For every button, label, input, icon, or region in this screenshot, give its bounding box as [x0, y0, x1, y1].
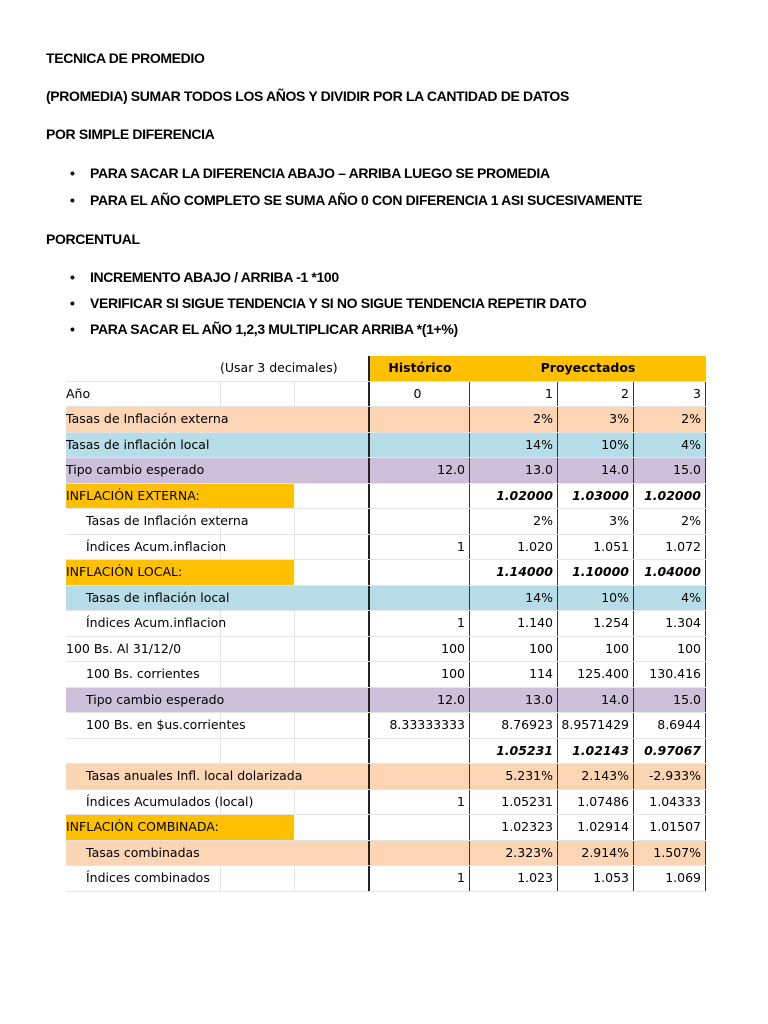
value-cell: 1	[368, 535, 470, 560]
table-row	[66, 688, 706, 714]
value-cell: 2	[558, 382, 634, 407]
table-row	[66, 535, 706, 561]
list-item	[70, 295, 586, 311]
value-cell: 1.03000	[558, 484, 634, 509]
historico-header: Histórico	[368, 356, 470, 381]
value-cell: 125.400	[558, 662, 634, 687]
value-cell: 2%	[470, 509, 558, 534]
value-cell: 2%	[470, 407, 558, 432]
value-cell: 1.05231	[470, 739, 558, 764]
table-row	[66, 764, 706, 790]
table-row	[66, 790, 706, 816]
row-label: Tasas combinadas	[86, 844, 200, 860]
value-cell: 2.143%	[558, 764, 634, 789]
bullet-icon: •	[70, 192, 75, 208]
value-cell: 0.97067	[634, 739, 706, 764]
value-cell: 13.0	[470, 458, 558, 483]
value-cell: 1.304	[634, 611, 706, 636]
row-label: Tipo cambio esperado	[66, 462, 205, 477]
value-cell	[368, 815, 470, 840]
table-row	[66, 433, 706, 459]
row-label: Tasas de inflación local	[66, 436, 210, 452]
table-row	[66, 509, 706, 535]
value-cell: 1.07486	[558, 790, 634, 815]
value-cell: 100	[558, 637, 634, 662]
value-cell: 1.04000	[634, 560, 706, 585]
spreadsheet-image	[66, 356, 706, 892]
value-cell: 100	[368, 662, 470, 687]
value-cell: 100	[368, 637, 470, 662]
row-label: Tasas anuales Infl. local dolarizada	[86, 768, 303, 783]
value-cell: 3	[634, 382, 706, 407]
value-cell	[368, 764, 470, 789]
value-cell: 14.0	[558, 458, 634, 483]
value-cell: 8.6944	[634, 713, 706, 738]
value-cell: 4%	[634, 433, 706, 458]
value-cell	[368, 586, 470, 611]
table-row	[66, 560, 706, 586]
value-cell: 1.02143	[558, 739, 634, 764]
list-item-text: PARA EL AÑO COMPLETO SE SUMA AÑO 0 CON DIFERENCIA 1 ASI SUCESIVAMENTE	[90, 192, 642, 208]
value-cell: 2.914%	[558, 841, 634, 866]
heading: TECNICA DE PROMEDIO	[46, 50, 205, 66]
value-cell: 2.323%	[470, 841, 558, 866]
list-item-text: PARA SACAR EL AÑO 1,2,3 MULTIPLICAR ARRIBA *(1+%)	[90, 321, 458, 337]
value-cell: 1.02000	[470, 484, 558, 509]
row-label: Tasas de inflación local	[86, 589, 230, 605]
row-label: Tasas de Inflación externa	[86, 513, 249, 528]
value-cell: 1.02000	[634, 484, 706, 509]
value-cell	[368, 739, 470, 764]
value-cell: 1.072	[634, 535, 706, 560]
row-label: Año	[66, 385, 91, 401]
value-cell: -2.933%	[634, 764, 706, 789]
value-cell: 1	[368, 866, 470, 891]
value-cell: 5.231%	[470, 764, 558, 789]
row-label: INFLACIÓN EXTERNA:	[66, 487, 200, 503]
value-cell	[368, 509, 470, 534]
row-label: INFLACIÓN COMBINADA:	[66, 819, 219, 834]
table-row	[66, 841, 706, 867]
value-cell: 1	[368, 611, 470, 636]
bullet-icon: •	[70, 269, 75, 285]
value-cell	[368, 841, 470, 866]
row-label: Tasas de Inflación externa	[66, 411, 229, 426]
row-label: 100 Bs. Al 31/12/0	[66, 640, 182, 656]
value-cell	[368, 433, 470, 458]
row-label: Tipo cambio esperado	[86, 691, 225, 707]
table-row	[66, 586, 706, 612]
list-item	[70, 269, 339, 285]
value-cell: 1.140	[470, 611, 558, 636]
value-cell: 1.14000	[470, 560, 558, 585]
value-cell: 1.023	[470, 866, 558, 891]
value-cell	[368, 560, 470, 585]
value-cell	[368, 484, 470, 509]
bullet-icon: •	[70, 321, 75, 337]
table-row	[66, 866, 706, 892]
list-item-text: VERIFICAR SI SIGUE TENDENCIA Y SI NO SIGUE TENDENCIA REPETIR DATO	[90, 295, 587, 311]
table-row	[66, 739, 706, 765]
table-row	[66, 611, 706, 637]
value-cell: 1.254	[558, 611, 634, 636]
value-cell: 1.507%	[634, 841, 706, 866]
value-cell: 12.0	[368, 458, 470, 483]
note-label: (Usar 3 decimales)	[220, 360, 338, 375]
value-cell: 114	[470, 662, 558, 687]
value-cell: 2%	[634, 407, 706, 432]
value-cell: 0	[368, 382, 470, 407]
row-label: Índices combinados	[86, 870, 210, 885]
value-cell: 1	[470, 382, 558, 407]
value-cell: 100	[634, 637, 706, 662]
value-cell: 14%	[470, 586, 558, 611]
value-cell: 12.0	[368, 688, 470, 713]
value-cell: 100	[470, 637, 558, 662]
proyectados-header: Proyecctados	[470, 356, 706, 381]
list-item	[70, 165, 550, 181]
value-cell	[368, 407, 470, 432]
porcentual-title: PORCENTUAL	[46, 231, 140, 247]
value-cell: 1.02914	[558, 815, 634, 840]
value-cell: 1.01507	[634, 815, 706, 840]
table-row	[66, 407, 706, 433]
value-cell: 8.76923	[470, 713, 558, 738]
row-label: Índices Acum.inflacion	[86, 615, 227, 630]
bullet-icon: •	[70, 165, 75, 181]
value-cell: 4%	[634, 586, 706, 611]
value-cell: 8.9571429	[558, 713, 634, 738]
table-row	[66, 637, 706, 663]
row-label	[66, 739, 368, 764]
value-cell: 2%	[634, 509, 706, 534]
table-row	[66, 458, 706, 484]
simple-title: POR SIMPLE DIFERENCIA	[46, 126, 215, 142]
row-label: 100 Bs. en $us.corrientes	[86, 717, 246, 732]
table-row	[66, 662, 706, 688]
table-row	[66, 382, 706, 408]
list-item-text: INCREMENTO ABAJO / ARRIBA -1 *100	[90, 269, 339, 285]
row-label: 100 Bs. corrientes	[86, 666, 200, 681]
value-cell: 1.020	[470, 535, 558, 560]
value-cell: 3%	[558, 407, 634, 432]
value-cell: 15.0	[634, 688, 706, 713]
value-cell: 3%	[558, 509, 634, 534]
row-label: Índices Acumulados (local)	[86, 793, 254, 809]
list-item-text: PARA SACAR LA DIFERENCIA ABAJO – ARRIBA LUEGO SE PROMEDIA	[90, 165, 550, 181]
value-cell: 13.0	[470, 688, 558, 713]
value-cell: 10%	[558, 586, 634, 611]
value-cell: 14%	[470, 433, 558, 458]
list-item	[70, 321, 458, 337]
row-label: INFLACIÓN LOCAL:	[66, 564, 183, 579]
value-cell: 1.02323	[470, 815, 558, 840]
value-cell: 1.05231	[470, 790, 558, 815]
table-row	[66, 484, 706, 510]
header-row	[66, 356, 706, 382]
row-label: Índices Acum.inflacion	[86, 538, 227, 554]
value-cell: 14.0	[558, 688, 634, 713]
value-cell: 1.04333	[634, 790, 706, 815]
value-cell: 1.053	[558, 866, 634, 891]
table-row	[66, 815, 706, 841]
promedia-line: (PROMEDIA) SUMAR TODOS LOS AÑOS Y DIVIDIR POR LA CANTIDAD DE DATOS	[46, 88, 569, 104]
value-cell: 15.0	[634, 458, 706, 483]
value-cell: 8.33333333	[368, 713, 470, 738]
list-item	[70, 192, 642, 208]
value-cell: 1.051	[558, 535, 634, 560]
bullet-icon: •	[70, 295, 75, 311]
value-cell: 130.416	[634, 662, 706, 687]
value-cell: 10%	[558, 433, 634, 458]
value-cell: 1.069	[634, 866, 706, 891]
table-row	[66, 713, 706, 739]
value-cell: 1.10000	[558, 560, 634, 585]
value-cell: 1	[368, 790, 470, 815]
